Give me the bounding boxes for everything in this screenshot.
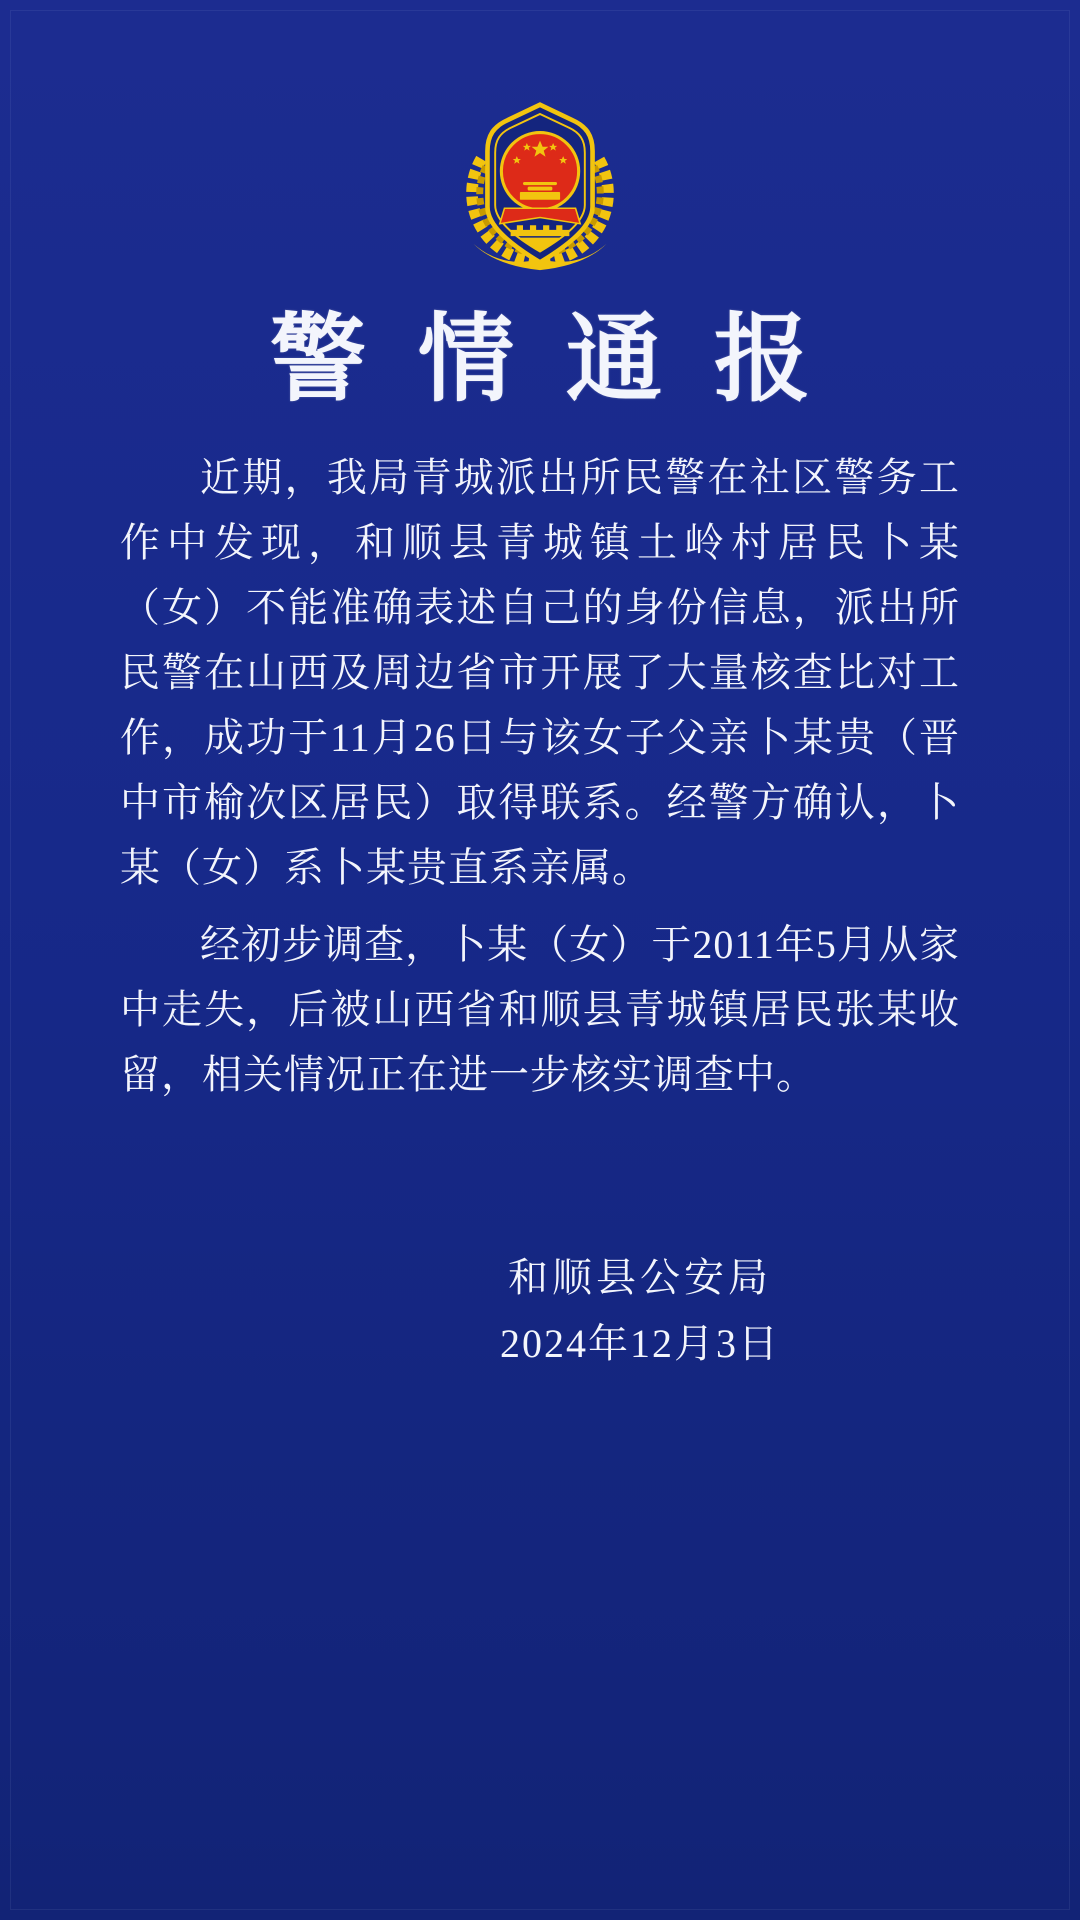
signature-block xyxy=(430,1245,850,1377)
police-emblem-icon xyxy=(455,92,625,272)
notice-body xyxy=(120,445,960,1107)
issuing-agency: 和顺县公安局 xyxy=(508,1255,772,1300)
paragraph-1: 近期，我局青城派出所民警在社区警务工作中发现，和顺县青城镇土岭村居民卜某（女）不能准确表述自己的身份信息，派出所民警在山西及周边省市开展了大量核查比对工作，成功于11月26日与该女子父亲卜某贵（晋中市榆次区居民）取得联系。经警方确认，卜某（女）系卜某贵直系亲属。 xyxy=(120,455,960,890)
notice-title: 警情通报 xyxy=(270,306,862,413)
paragraph-2: 经初步调查，卜某（女）于2011年5月从家中走失，后被山西省和顺县青城镇居民张某收留，相关情况正在进一步核实调查中。 xyxy=(120,922,960,1097)
issue-date: 2024年12月3日 xyxy=(500,1321,780,1366)
